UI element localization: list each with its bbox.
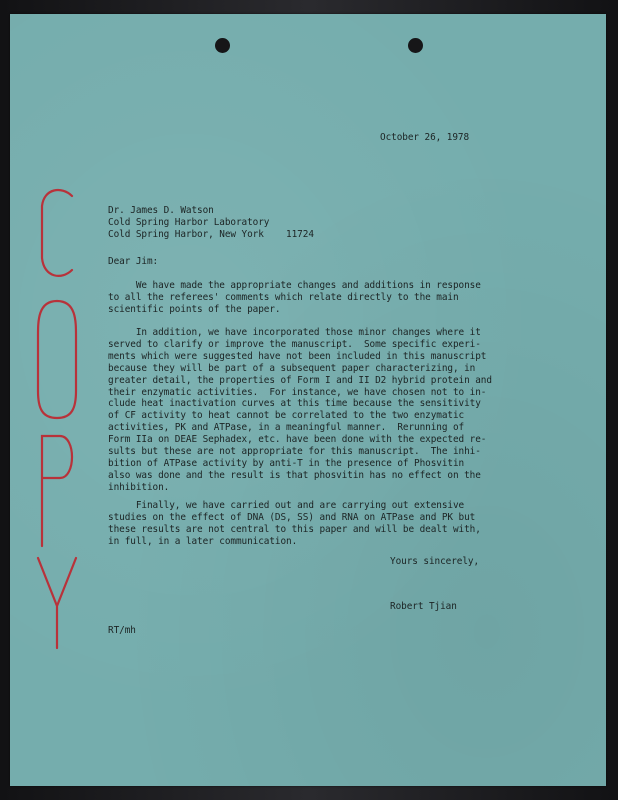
text-line: in full, in a later communication. xyxy=(108,535,298,547)
text-line: Finally, we have carried out and are carrying out extensive xyxy=(108,500,465,511)
punch-hole-left xyxy=(215,38,230,53)
signer-name: Robert Tjian xyxy=(390,601,457,612)
text-line: bition of ATPase activity by anti-T in the presence of Phosvitin xyxy=(108,457,465,469)
text-line: greater detail, the properties of Form I and II D2 hybrid protein and xyxy=(108,374,492,386)
copy-stamp-letter-p xyxy=(42,436,72,546)
paragraph-2 xyxy=(108,327,492,494)
copy-stamp-letter-o xyxy=(38,301,76,418)
address-line: Cold Spring Harbor, New York 11724 xyxy=(108,228,314,240)
punch-hole-right xyxy=(408,38,423,53)
recipient-address xyxy=(108,205,314,241)
text-line: inhibition. xyxy=(108,481,170,493)
text-line: of CF activity to heat cannot be correlated to the two enzymatic xyxy=(108,410,465,422)
address-line: Cold Spring Harbor Laboratory xyxy=(108,216,270,228)
text-line: ments which were suggested have not been included in this manuscript xyxy=(108,350,487,362)
text-line: studies on the effect of DNA (DS, SS) and RNA on ATPase and PK but xyxy=(108,511,476,523)
copy-stamp xyxy=(32,186,82,656)
text-line: served to clarify or improve the manuscript. Some specific experi- xyxy=(108,338,481,350)
text-line: sults but these are not appropriate for this manuscript. The inhi- xyxy=(108,446,481,458)
letter-date: October 26, 1978 xyxy=(380,132,470,143)
text-line: In addition, we have incorporated those minor changes where it xyxy=(108,327,481,338)
text-line: Form IIa on DEAE Sephadex, etc. have been done with the expected re- xyxy=(108,434,487,446)
copy-stamp-letter-c xyxy=(42,190,72,276)
text-line: these results are not central to this paper and will be dealt with, xyxy=(108,523,481,535)
closing: Yours sincerely, xyxy=(390,556,480,567)
address-line: Dr. James D. Watson xyxy=(108,205,214,216)
text-line: because they will be part of a subsequent paper characterizing, in xyxy=(108,362,476,374)
text-line: clude heat inactivation curves at this time because the sensitivity xyxy=(108,398,481,410)
text-line: scientific points of the paper. xyxy=(108,303,281,315)
salutation: Dear Jim: xyxy=(108,256,159,267)
text-line: We have made the appropriate changes and additions in response xyxy=(108,280,481,291)
text-line: to all the referees' comments which relate directly to the main xyxy=(108,291,459,303)
text-line: their enzymatic activities. For instance, we have chosen not to in- xyxy=(108,386,487,398)
paragraph-1 xyxy=(108,280,481,316)
paragraph-3 xyxy=(108,500,481,548)
text-line: activities, PK and ATPase, in a meaningful manner. Rerunning of xyxy=(108,422,465,434)
typist-initials: RT/mh xyxy=(108,625,136,636)
copy-stamp-letter-y xyxy=(38,558,76,648)
text-line: also was done and the result is that phosvitin has no effect on the xyxy=(108,469,481,481)
